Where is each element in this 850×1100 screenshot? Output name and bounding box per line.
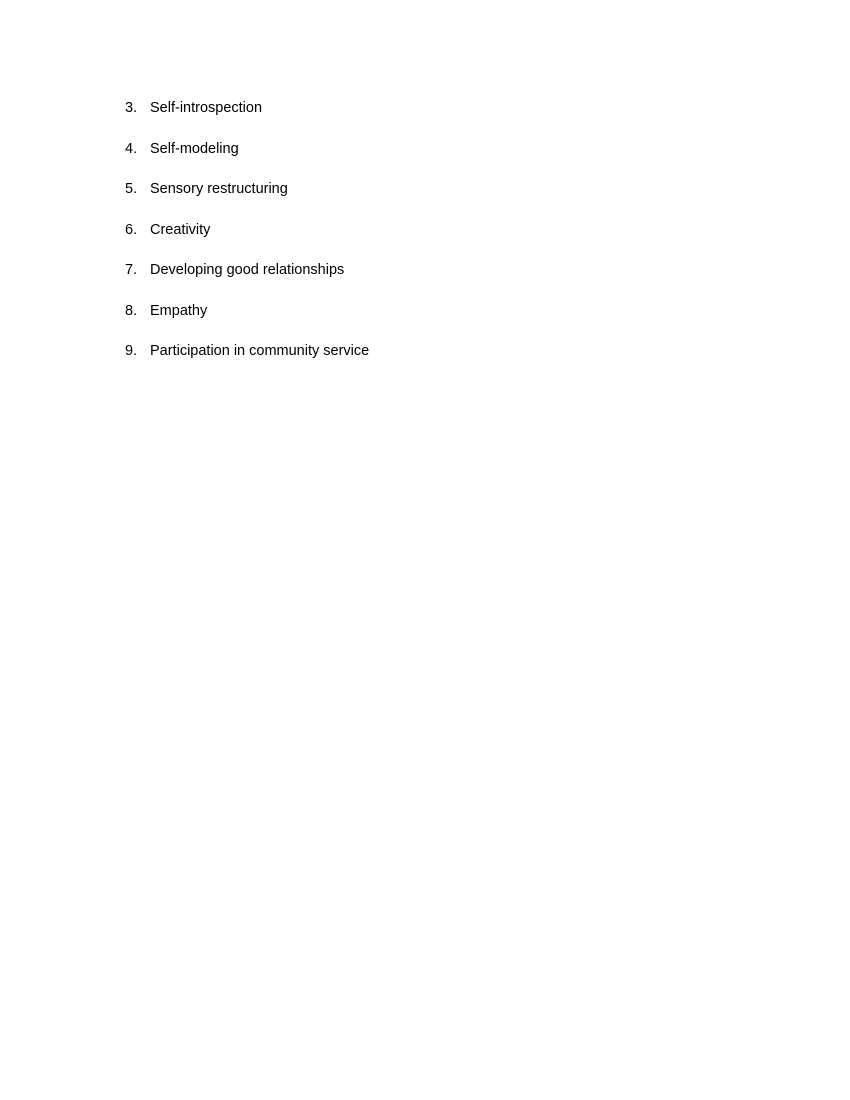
- list-item-number: 8.: [125, 302, 138, 319]
- list-item-number: 5.: [125, 181, 138, 197]
- list-item-text: Sensory restructuring: [150, 181, 288, 197]
- list-item: [125, 342, 369, 383]
- list-item-text: Developing good relationships: [150, 262, 345, 278]
- list-item-number: 6.: [125, 221, 138, 238]
- list-item: [125, 99, 369, 140]
- list-item: [125, 302, 369, 343]
- list-item-text: Participation in community service: [150, 343, 370, 359]
- numbered-list: [125, 99, 369, 383]
- list-item-text: Creativity: [150, 221, 211, 238]
- list-item-number: 4.: [125, 140, 138, 157]
- list-item: [125, 180, 369, 221]
- list-item-text: Self-modeling: [150, 140, 239, 157]
- list-item: [125, 261, 369, 302]
- list-item: [125, 221, 369, 262]
- list-item-number: 3.: [125, 100, 138, 116]
- list-item-number: 7.: [125, 262, 138, 278]
- list-item-text: Empathy: [150, 302, 208, 319]
- list-item: [125, 140, 369, 181]
- list-item-text: Self-introspection: [150, 100, 263, 116]
- list-item-number: 9.: [125, 343, 138, 359]
